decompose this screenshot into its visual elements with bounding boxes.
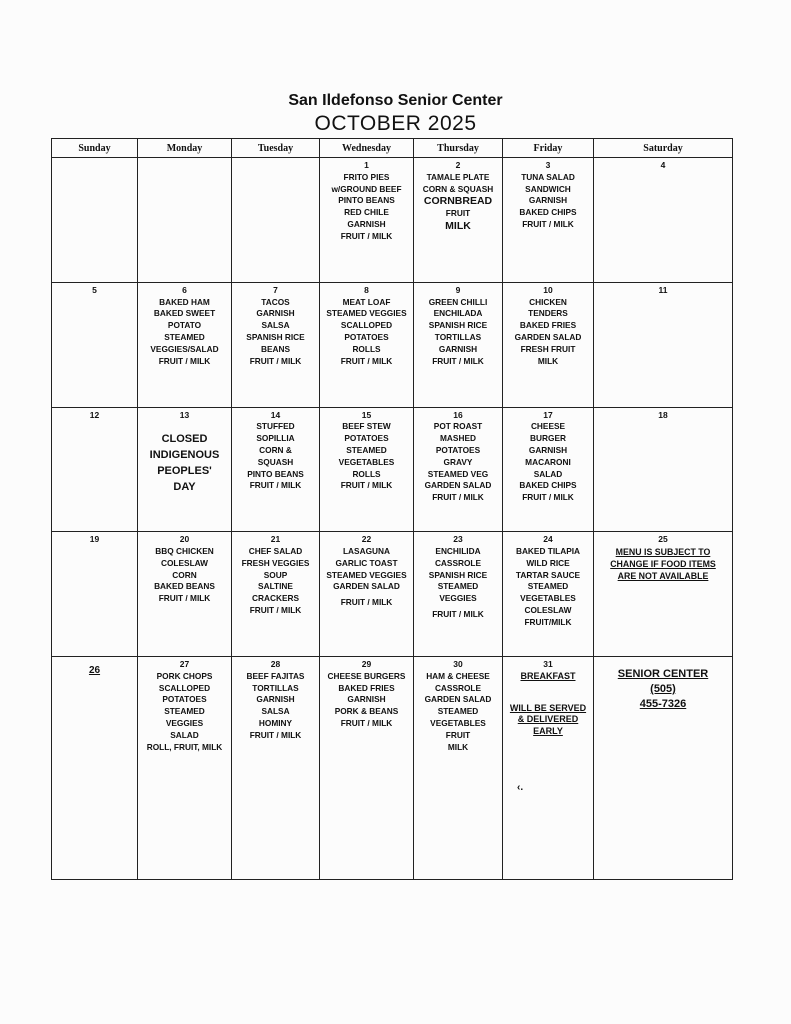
day-cell [138,407,232,532]
menu-item: SANDWICH [525,183,571,194]
menu-item: MACARONI [525,456,571,467]
day-number: 4 [660,160,666,170]
menu-item: SCALLOPED [340,320,393,331]
menu-item: RED CHILE [344,207,389,218]
contact-area-code: (505) [650,683,676,696]
day-cell [503,532,594,657]
weekday-saturday: Saturday [594,139,733,158]
menu-item: CORN & [259,444,292,455]
menu-item: FRUIT / MILK [432,609,484,620]
menu-item: CORN & SQUASH [422,183,494,194]
menu-item: FRUIT / MILK [522,492,574,503]
menu-item: MILK [537,355,559,366]
menu-item: ENCHILADA [433,308,483,319]
day-number: 20 [179,534,190,545]
menu-item: GARNISH [438,343,478,354]
day-number: 12 [89,409,100,420]
menu-item: VEGGIES/SALAD [150,343,219,354]
menu-item: GARLIC TOAST [335,557,398,568]
menu-item: FRUIT / MILK [158,593,211,604]
month-title: OCTOBER 2025 [314,112,477,135]
menu-item: CASSROLE [434,682,482,693]
day-number: 10 [543,284,553,295]
day-number: 30 [453,659,463,670]
menu-item: SALAD [170,729,199,740]
day-number: 21 [270,534,281,545]
menu-item: FRUIT / MILK [158,355,211,366]
day-number: 28 [270,659,281,670]
menu-item: CHEESE BURGERS [327,670,406,681]
menu-item: SPANISH RICE [246,331,305,342]
weekday-tuesday: Tuesday [232,139,320,158]
menu-item: VEGETABLES [520,593,576,604]
day-cell [52,158,138,283]
menu-change-notice: MENU IS SUBJECT TO [615,547,711,558]
menu-item: CHEESE [530,421,566,432]
menu-item: FRUIT / MILK [340,230,393,241]
day-cell [503,407,594,532]
menu-item: POTATOES [162,694,207,705]
menu-item: FRUIT [445,208,471,219]
day-number: 22 [361,534,372,545]
menu-item: GARNISH [256,694,295,705]
menu-item: FRESH VEGGIES [241,557,310,568]
menu-item: FRUIT / MILK [340,597,393,608]
menu-item: CASSROLE [434,557,482,568]
menu-item: MEAT LOAF [342,296,391,307]
day-number: 15 [361,409,372,420]
menu-item: SOUP [263,569,288,580]
menu-item: VEGGIES [165,718,204,729]
menu-item: ENCHILIDA [435,546,481,557]
menu-item: FRESH FRUIT [520,343,576,354]
menu-item: BEANS [260,343,291,354]
closed-notice [138,431,231,495]
day-number: 16 [453,409,463,420]
menu-item: MASHED [440,433,476,444]
weekday-header-row [52,139,733,158]
weekday-friday: Friday [503,139,594,158]
menu-item: GRAVY [443,456,473,467]
menu-item: POTATOES [344,433,389,444]
menu-item: FRUIT / MILK [249,729,302,740]
menu-item: GARDEN SALAD [424,480,492,491]
day-number: 18 [658,409,668,420]
weekday-monday: Monday [138,139,232,158]
day-cell [414,657,503,880]
menu-item: SPANISH RICE [428,320,488,331]
menu-item: STEAMED VEGGIES [326,308,407,319]
menu-item: POTATOES [435,444,481,455]
menu-item: CORNBREAD [423,195,493,208]
day-number: 8 [364,284,369,295]
menu-item: FRUIT / MILK [249,605,302,616]
day-cell [594,657,733,880]
menu-item: FRUIT / MILK [340,480,393,491]
menu-item: FRUIT [445,729,471,740]
day-number: 5 [92,284,97,295]
day-cell [320,657,414,880]
day-cell [138,657,232,880]
menu-item: VEGGIES [439,593,477,604]
day-cell [414,407,503,532]
day-number: 29 [361,659,372,670]
day-number: 19 [89,534,100,545]
day-cell [320,158,414,283]
closed-line: PEOPLES' [157,465,212,478]
day-cell [138,158,232,283]
menu-item: GARNISH [347,694,386,705]
menu-item: FRITO PIES [343,171,390,182]
menu-item: GARDEN SALAD [514,331,582,342]
menu-item: FRUIT/MILK [524,616,572,627]
menu-item: TORTILLAS [252,682,299,693]
day-cell [320,407,414,532]
menu-item: CORN [172,569,197,580]
day-cell [232,407,320,532]
day-cell [138,282,232,407]
week-row [52,407,733,532]
weekday-wednesday: Wednesday [320,139,414,158]
menu-item: PORK CHOPS [156,670,213,681]
menu-item: STEAMED VEG [427,468,489,479]
menu-item: STEAMED [164,706,205,717]
menu-item: LASAGUNA [342,546,390,557]
day-cell [232,657,320,880]
weekday-thursday: Thursday [414,139,503,158]
menu-item: MILK [447,741,469,752]
menu-item: POTATO [167,320,202,331]
menu-item: STUFFED [256,421,295,432]
menu-item: PINTO BEANS [338,195,395,206]
menu-item: STEAMED VEGGIES [326,569,407,580]
week-row [52,657,733,880]
menu-item: STEAMED [164,331,205,342]
menu-item: CHEF SALAD [248,546,303,557]
menu-item: ROLL, FRUIT, MILK [146,741,223,752]
day-number: 3 [545,160,551,170]
day-cell [232,282,320,407]
menu-item: SQUASH [257,456,294,467]
menu-item: POT ROAST [433,421,483,432]
day-number: 31 [543,659,553,670]
menu-item: GARNISH [256,308,295,319]
week-row [52,158,733,283]
calendar-grid [51,138,733,880]
menu-item: FRUIT / MILK [340,355,393,366]
menu-item: STEAMED [437,706,479,717]
breakfast-notice: EARLY [533,726,563,737]
closed-line: CLOSED [161,433,208,446]
menu-item: BAKED TILAPIA [515,546,581,557]
day-cell [52,407,138,532]
contact-phone: 455-7326 [639,698,687,711]
menu-item: BBQ CHICKEN [155,546,214,557]
day-cell [594,532,733,657]
day-number: 1 [364,160,369,170]
day-number: 2 [455,160,461,170]
day-number: 26 [88,665,101,677]
day-cell [320,532,414,657]
menu-item: STEAMED [346,444,387,455]
day-cell [320,282,414,407]
menu-item: SALSA [261,706,290,717]
menu-change-notice: ARE NOT AVAILABLE [617,571,709,582]
stray-mark: ‹. [517,782,524,794]
menu-change-notice: CHANGE IF FOOD ITEMS [610,559,716,570]
day-number: 11 [658,284,668,295]
menu-item: STEAMED [437,581,479,592]
menu-item: VEGETABLES [338,456,395,467]
menu-item: HAM & CHEESE [426,670,490,681]
menu-item: FRUIT / MILK [432,492,484,503]
menu-item: ROLLS [352,343,381,354]
week-row [52,282,733,407]
menu-item: SCALLOPED [158,682,211,693]
menu-item: FRUIT / MILK [340,718,393,729]
day-number: 14 [270,409,281,420]
week-row [52,532,733,657]
menu-item: BAKED BEANS [154,581,215,592]
weekday-sunday: Sunday [52,139,138,158]
menu-item: SOPILLIA [256,433,295,444]
contact-name: SENIOR CENTER [617,668,709,681]
day-number: 23 [453,534,463,545]
menu-item: TUNA SALAD [521,171,575,182]
menu-item: VEGETABLES [430,718,486,729]
day-number: 24 [543,534,553,545]
day-cell [414,282,503,407]
day-cell [503,657,594,880]
day-cell [232,532,320,657]
menu-item: BAKED CHIPS [519,207,577,218]
menu-item: TENDERS [528,308,568,319]
menu-item: SALSA [261,320,290,331]
day-number: 13 [179,409,190,420]
breakfast-heading: BREAKFAST [520,670,576,681]
breakfast-notice: & DELIVERED [517,714,579,725]
menu-item: PORK & BEANS [334,706,399,717]
menu-item: w/GROUND BEEF [331,183,402,194]
menu-item: TORTILLAS [434,331,482,342]
menu-item: FRUIT / MILK [249,480,302,491]
menu-item: ROLLS [352,468,381,479]
center-name: San Ildefonso Senior Center [288,92,503,109]
menu-item: CHICKEN [529,296,567,307]
day-cell [414,158,503,283]
day-cell [503,158,594,283]
day-number: 7 [273,284,278,295]
menu-item: HOMINY [258,718,293,729]
menu-item: TAMALE PLATE [426,171,490,182]
day-number: 17 [543,409,553,420]
menu-item: FRUIT / MILK [522,218,574,229]
menu-item: GREEN CHILLI [428,296,488,307]
day-cell [503,282,594,407]
menu-item: SPANISH RICE [428,569,488,580]
menu-item: FRUIT / MILK [432,355,484,366]
senior-center-contact [594,667,732,712]
day-cell [594,282,733,407]
menu-item: COLESLAW [160,557,208,568]
day-cell [232,158,320,283]
day-cell [52,657,138,880]
day-number: 25 [658,534,668,545]
menu-item: FRUIT / MILK [249,355,302,366]
menu-item: BAKED FRIES [338,682,395,693]
menu-item: BEEF STEW [342,421,391,432]
menu-item: BEEF FAJITAS [246,670,305,681]
breakfast-notice: WILL BE SERVED [509,702,587,713]
day-number: 9 [455,284,461,295]
menu-item: BAKED FRIES [519,320,577,331]
menu-item: PINTO BEANS [247,468,304,479]
menu-item: BURGER [530,433,566,444]
menu-item: STEAMED [527,581,569,592]
menu-item: POTATOES [344,331,389,342]
menu-item: SALTINE [258,581,293,592]
day-cell [52,532,138,657]
day-cell [594,158,733,283]
menu-item: BAKED HAM [159,296,210,307]
menu-item: SALAD [533,468,563,479]
closed-line: INDIGENOUS [149,449,220,462]
day-number: 6 [182,284,187,295]
menu-item: GARNISH [528,195,568,206]
menu-item: TACOS [261,296,290,307]
menu-item: CRACKERS [251,593,300,604]
day-cell [138,532,232,657]
day-number: 27 [179,659,190,670]
menu-item: BAKED SWEET [153,308,216,319]
menu-item: GARDEN SALAD [424,694,492,705]
menu-item: COLESLAW [524,605,572,616]
menu-item: TARTAR SAUCE [515,569,581,580]
menu-item: GARNISH [347,218,386,229]
menu-item: BAKED CHIPS [519,480,577,491]
day-cell [414,532,503,657]
menu-item: GARDEN SALAD [333,581,400,592]
menu-item: MILK [445,220,471,233]
closed-line: DAY [173,481,196,494]
menu-item: GARNISH [528,444,568,455]
menu-item: WILD RICE [526,557,570,568]
day-cell [594,407,733,532]
day-cell [52,282,138,407]
